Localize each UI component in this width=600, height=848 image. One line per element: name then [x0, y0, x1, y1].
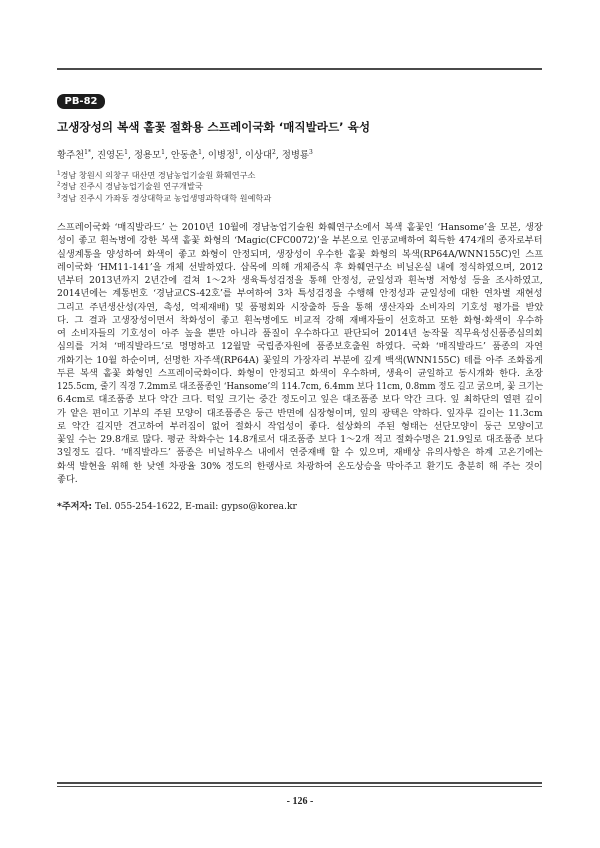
abstract-line: 성이 좋고 흰녹병에 강한 복색 홑꽃 화형의 ‘Magic(CFC0072)’을 부본으로 인공교배하여 획득한 474개의 종자로부터: [57, 235, 543, 247]
author-separator: ,: [201, 150, 208, 161]
author: [57, 150, 91, 161]
abstract-line: 화색 발현을 위해 한 낮엔 차광율 30% 정도의 한랭사로 차광하여 온도상승을 막아주고 환기도 충분히 해 주는 것이: [57, 460, 543, 472]
author-separator: ,: [127, 150, 134, 161]
abstract-line: 년부터 2013년까지 2년간에 걸쳐 1～2차 생육특성검정을 통해 안정성, 균일성과 흰녹병 저항성 등을 조사하였고,: [57, 275, 543, 286]
bottom-rule-thin: [57, 786, 542, 787]
author-affiliation-mark: 1: [235, 148, 239, 156]
author-affiliation-mark: 1: [161, 148, 165, 156]
poster-id-badge: PB-82: [57, 94, 105, 109]
affiliation: [57, 193, 547, 204]
abstract-line: 레이국화 ‘HM11-141’을 개체 선발하였다. 삽목에 의해 개체증식 후 화훼연구소 비닐온실 내에 정식하였으며, 2012: [57, 261, 544, 273]
abstract-line: 좋다.: [57, 473, 78, 485]
abstract-line: 개화기는 10월 하순이며, 선명한 자주색(RP64A) 꽃잎의 가장자리 부분에 깊게 백색(WNN155C) 테를 아주 조화롭게: [57, 354, 543, 366]
abstract-line: 심의를 거쳐 ‘매직발라드’로 명명하고 12월말 국립종자원에 품종보호출원 하였다. 국화 ‘매직발라드’ 품종의 자연: [57, 341, 543, 353]
author-list: [57, 147, 547, 161]
author-separator: ,: [275, 150, 282, 161]
author-affiliation-mark: 3: [308, 148, 313, 156]
author-name: 이상대: [244, 150, 273, 161]
bottom-rule: [57, 782, 542, 784]
author-name: 황주천: [57, 150, 85, 161]
top-rule: [57, 68, 542, 70]
abstract-line: 125.5cm, 줄기 직경 7.2mm로 대조품종인 ‘Hansome’의 114.7cm, 6.4mm 보다 11cm, 0.8mm 정도 길고 굵으며, 꽃 크기는: [57, 381, 544, 392]
abstract-line: 실생계통을 양성하여 화색이 좋고 화형이 안정되며, 생장성이 우수한 홑꽃 화형의 복색(RP64A/WNN155C)인 스프: [57, 248, 544, 260]
abstract-line: 다. 그 결과 고생장성이면서 착화성이 좋고 흰녹병에도 비교적 강해 재배자들이 선호하고 또한 화형·화색이 우수하: [57, 314, 544, 326]
affiliation-text: 경남 창원시 의창구 대산면 경남농업기술원 화훼연구소: [60, 170, 256, 180]
author-affiliation-mark: 1: [124, 148, 128, 156]
affiliation-text: 경남 진주시 경남농업기술원 연구개발국: [60, 181, 203, 192]
author-affiliation-mark: 1*: [84, 148, 91, 156]
abstract-line: 3일정도 길다. ‘매직발라드’ 품종은 비닐하우스 내에서 연중재배 할 수 있으며, 재배상 유의사항은 하계 고온기에는: [57, 447, 543, 459]
affiliation-mark: 1: [57, 170, 61, 177]
abstract-line: 스프레이국화 ‘매직발라드’ 는 2010년 10월에 경남농업기술원 화훼연구소에서 복색 홑꽃인 ‘Hansome’을 모본, 생장: [57, 222, 543, 233]
author-separator: ,: [91, 150, 97, 161]
abstract-line: 두른 복색 홑꽃 화형인 스프레이국화이다. 화형이 안정되고 화색이 우수하며, 생육이 균일하고 동시개화 한다. 초장: [57, 367, 543, 379]
author: [282, 150, 313, 161]
author-separator: ,: [164, 150, 171, 161]
author-affiliation-mark: 2: [272, 148, 276, 156]
affiliation: [57, 170, 547, 181]
author-affiliation-mark: 1: [198, 148, 202, 156]
author: [245, 150, 276, 161]
abstract-line: 가 얕은 편이고 기부의 주된 모양이 대조품종은 둥근 반면에 심장형이며, 잎의 광택은 약하다. 잎자루 길이는 11.3cm: [57, 407, 543, 419]
author-name: 정용모: [133, 150, 162, 161]
author-name: 진영돈: [96, 150, 125, 161]
affiliation-text: 경남 진주시 가좌동 경상대학교 농업생명과학대학 원예학과: [60, 192, 272, 203]
author-name: 안동춘: [170, 150, 199, 161]
abstract-line: 그리고 주년생산성(자연, 촉성, 억제재배) 및 품평회와 시장출하 등을 통해 생산자와 소비자의 기호성 평가를 받았: [57, 301, 544, 313]
abstract-line: 2014년에는 계통번호 ‘경남교CS-42호’를 부여하여 3차 특성검정을 수행해 안정성과 균일성에 대한 연차별 재현성: [57, 288, 543, 300]
abstract-line: 꽃잎 수는 29.8개로 많다. 평균 착화수는 14.8개로서 대조품종 보다 1～2개 적고 절화수명은 21.9일로 대조품종 보다: [57, 434, 544, 445]
abstract-line: 여 소비자들의 기호성이 아주 높을 뿐만 아니라 품질이 우수하다고 판단되어 2014년 농작물 직무육성신품종심의회: [57, 328, 543, 339]
abstract-line: 6.4cm로 대조품종 보다 약간 크다. 턱잎 크기는 중간 정도이고 잎은 대조품종 보다 약간 크다. 잎 최하단의 열편 깊이: [57, 394, 543, 406]
corresponding-author: [57, 498, 547, 512]
author: [208, 150, 239, 161]
author: [171, 150, 202, 161]
page-number: - 126 -: [286, 796, 314, 807]
abstract-body: [57, 221, 543, 486]
author: [134, 150, 165, 161]
author-separator: ,: [238, 150, 245, 161]
contact-label: *주저자:: [57, 501, 93, 512]
affiliation-mark: 2: [57, 181, 61, 188]
author-name: 정병룡: [281, 150, 309, 161]
affiliation-list: [57, 170, 547, 204]
author: [97, 150, 128, 161]
affiliation: [57, 181, 547, 192]
abstract-line: 로 약간 길지만 견고하여 부러짐이 없어 절화시 작업성이 좋다. 설상화의 주된 형태는 선단모양이 둥근 모양이고: [57, 420, 544, 432]
paper-title: 고생장성의 복색 홑꽃 절화용 스프레이국화 ‘매직발라드’ 육성: [57, 120, 371, 134]
affiliation-mark: 3: [57, 192, 61, 199]
contact-info: Tel. 055-254-1622, E-mail: gypso@korea.kr: [95, 501, 297, 512]
author-name: 이병정: [207, 150, 236, 161]
